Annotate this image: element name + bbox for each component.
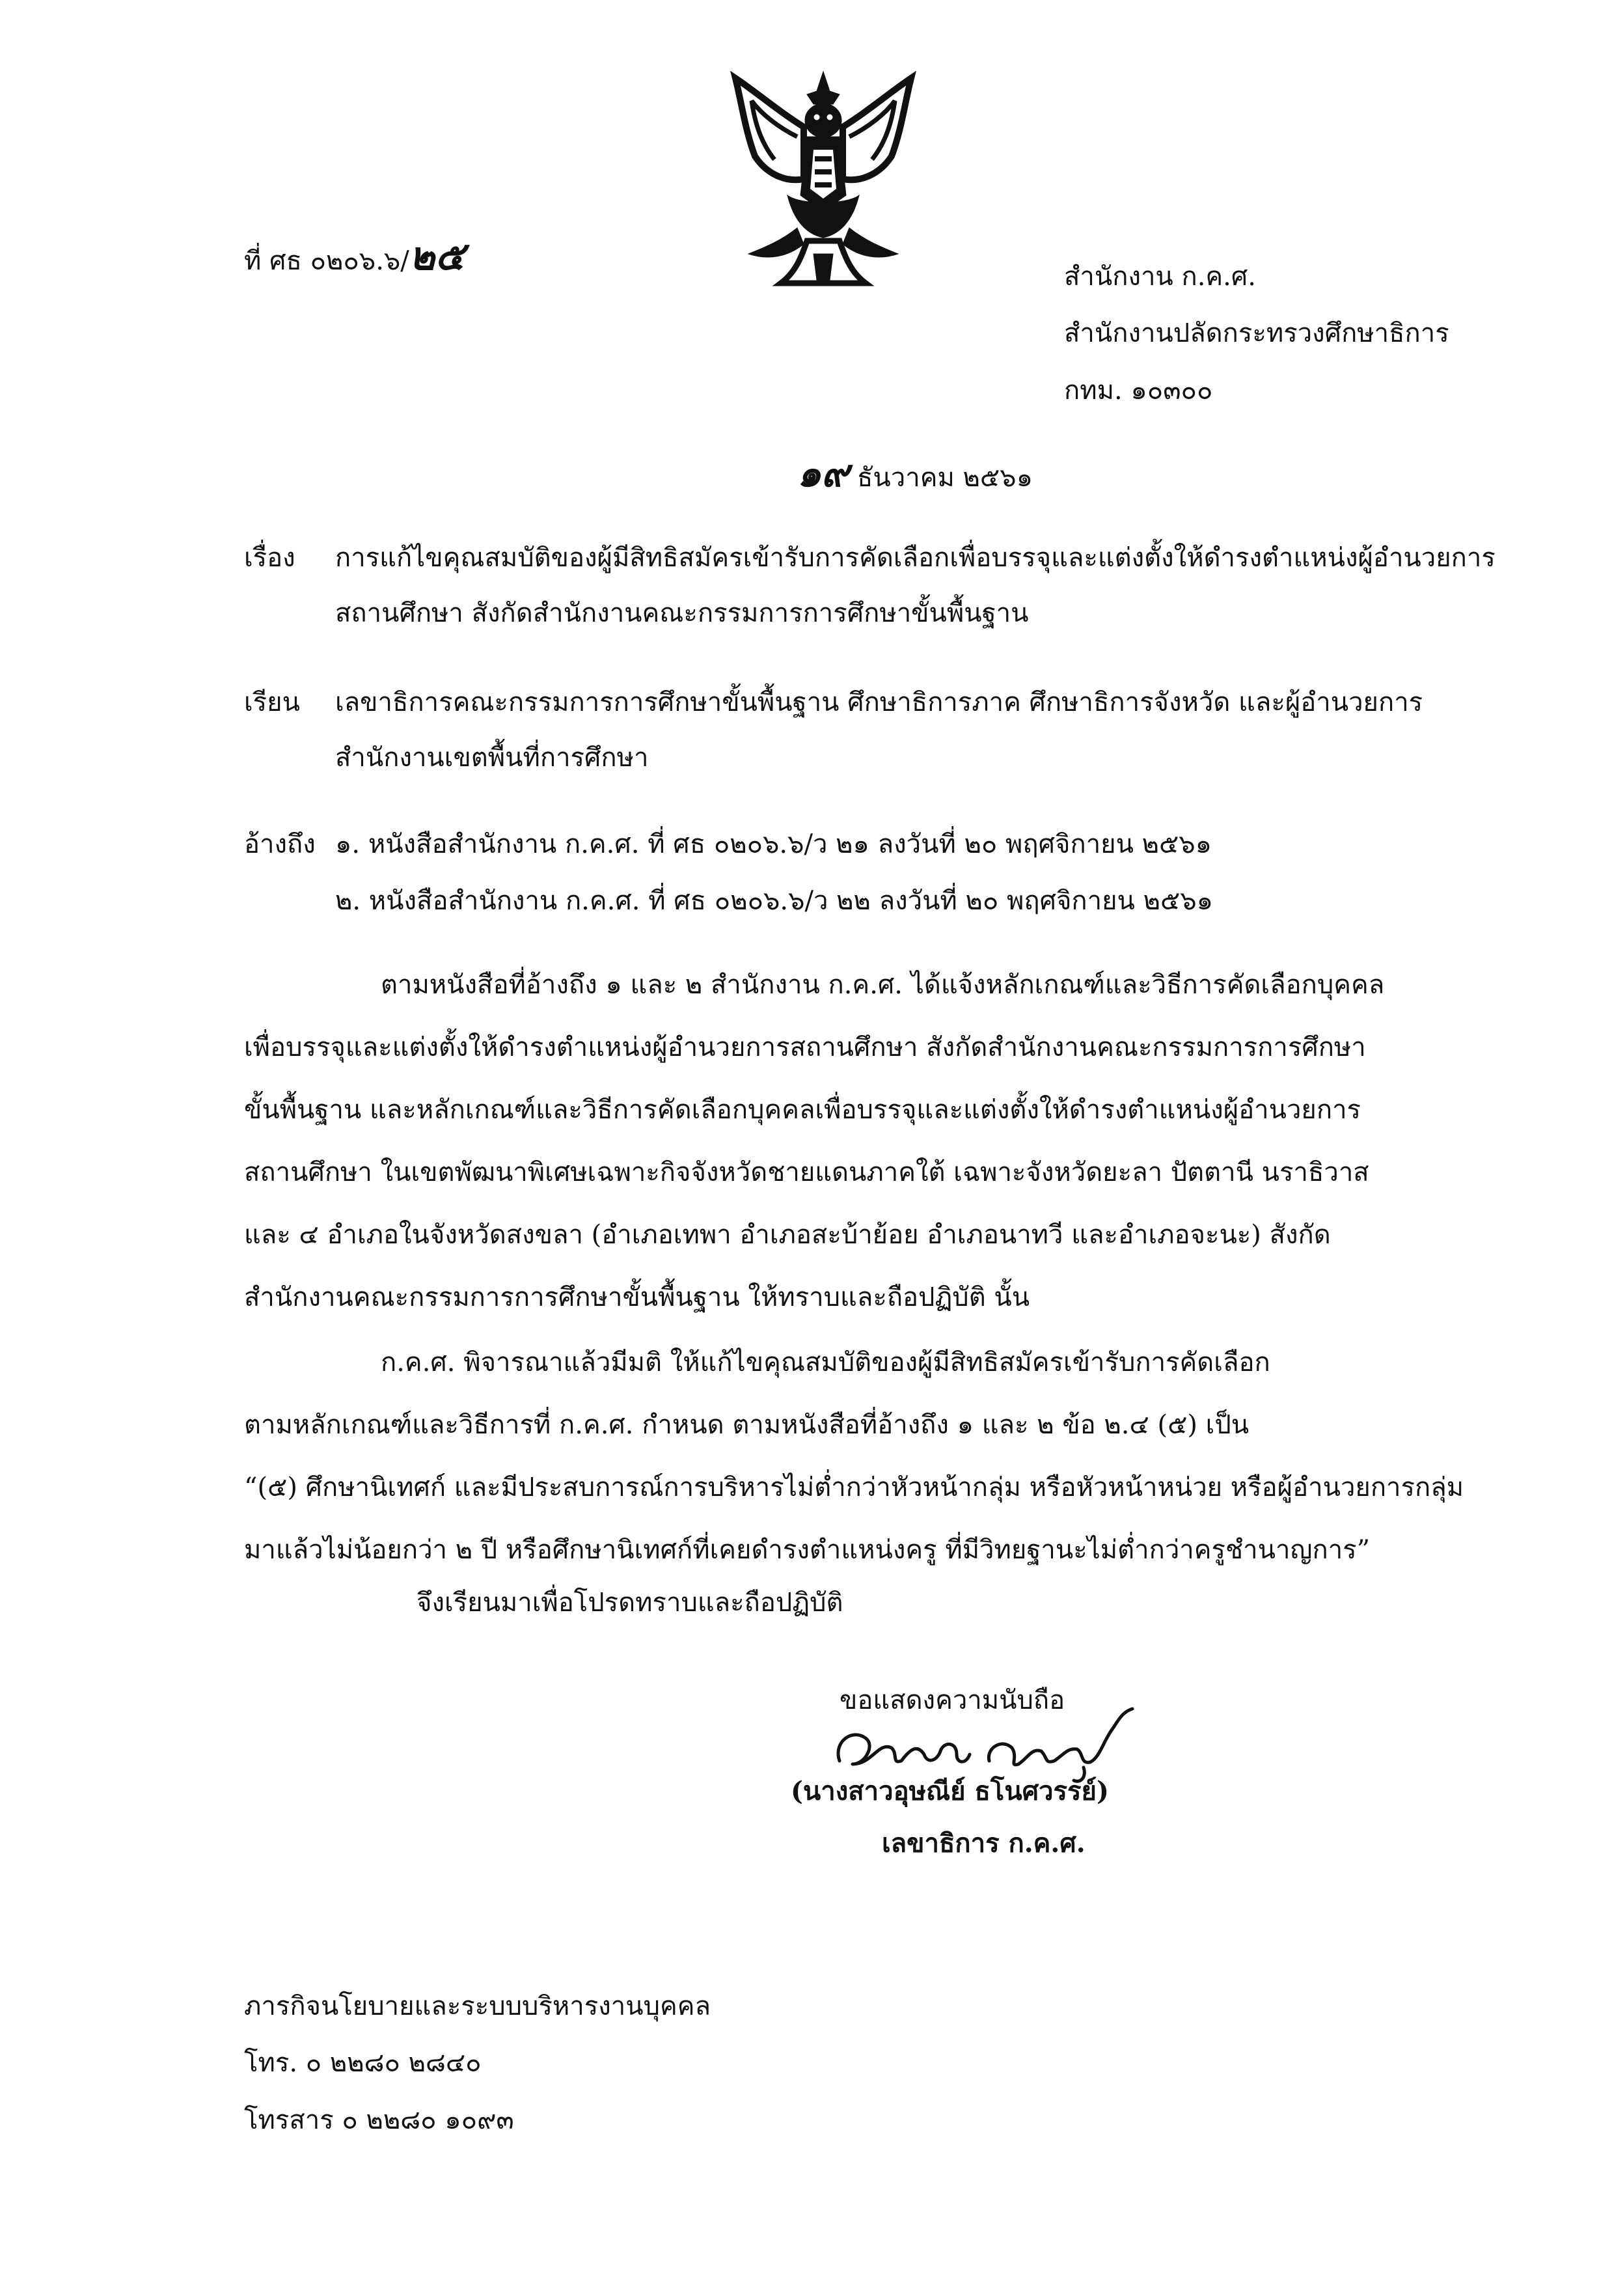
recipient-line-2: สำนักงานเขตพื้นที่การศึกษา (335, 743, 649, 773)
date-day-handwritten: ๑๙ (797, 451, 849, 495)
subject-label: เรื่อง (244, 543, 295, 573)
subject-line-2: สถานศึกษา สังกัดสำนักงานคณะกรรมการการศึกษาขั้นพื้นฐาน (335, 598, 1029, 628)
paragraph-2-line: ตามหลักเกณฑ์และวิธีการที่ ก.ค.ศ. กำหนด ตามหนังสือที่อ้างถึง ๑ และ ๒ ข้อ ๒.๔ (๕) เป็น (244, 1410, 1250, 1440)
footer-department: ภารกิจนโยบายและระบบบริหารงานบุคคล (244, 1991, 711, 2021)
footer-phone: โทร. ๐ ๒๒๘๐ ๒๘๔๐ (244, 2048, 482, 2078)
sender-postcode: กทม. ๑๐๓๐๐ (1064, 376, 1213, 406)
references-label: อ้างถึง (244, 829, 316, 859)
paragraph-1-line: สถานศึกษา ในเขตพัฒนาพิเศษเฉพาะกิจจังหวัดชายแดนภาคใต้ เฉพาะจังหวัดยะลา ปัตตานี นราธิวาส (244, 1157, 1369, 1187)
recipient-line-1: เลขาธิการคณะกรรมการการศึกษาขั้นพื้นฐาน ศึกษาธิการภาค ศึกษาธิการจังหวัด และผู้อำนวยการ (335, 687, 1423, 717)
garuda-emblem-icon (716, 65, 931, 286)
document-number-prefix: ที่ ศธ ๐๒๐๖.๖/ (244, 246, 409, 276)
document-date (797, 451, 1033, 495)
sender-ministry: สำนักงานปลัดกระทรวงศึกษาธิการ (1064, 318, 1449, 348)
paragraph-2-line: “(๕) ศึกษานิเทศก์ และมีประสบการณ์การบริหารไม่ต่ำกว่าหัวหน้ากลุ่ม หรือหัวหน้าหน่วย หรือผู้อำนวยการกลุ่ม (244, 1473, 1464, 1502)
document-number (244, 234, 465, 279)
signatory-name: (นางสาวอุษณีย์ ธโนศวรรย์) (791, 1776, 1109, 1806)
paragraph-2-line: มาแล้วไม่น้อยกว่า ๒ ปี หรือศึกษานิเทศก์ที่เคยดำรงตำแหน่งครู ที่มีวิทยฐานะไม่ต่ำกว่าครูชำนาญการ” (244, 1535, 1371, 1565)
closing-request: จึงเรียนมาเพื่อโปรดทราบและถือปฏิบัติ (417, 1588, 843, 1618)
paragraph-1-line: เพื่อบรรจุและแต่งตั้งให้ดำรงตำแหน่งผู้อำนวยการสถานศึกษา สังกัดสำนักงานคณะกรรมการการศึกษา (244, 1032, 1366, 1062)
document-number-handwritten: ๒๕ (409, 234, 465, 279)
salutation: ขอแสดงความนับถือ (840, 1685, 1065, 1715)
paragraph-1-line: และ ๔ อำเภอในจังหวัดสงขลา (อำเภอเทพา อำเภอสะบ้าย้อย อำเภอนาทวี และอำเภอจะนะ) สังกัด (244, 1220, 1331, 1250)
subject-line-1: การแก้ไขคุณสมบัติของผู้มีสิทธิสมัครเข้ารับการคัดเลือกเพื่อบรรจุและแต่งตั้งให้ดำรงตำแหน่งผู้อำนวยการ (335, 543, 1496, 573)
footer-fax: โทรสาร ๐ ๒๒๘๐ ๑๐๙๓ (244, 2105, 514, 2135)
date-month-year: ธันวาคม ๒๕๖๑ (857, 463, 1033, 493)
signatory-title: เลขาธิการ ก.ค.ศ. (882, 1828, 1086, 1859)
reference-item-2: ๒. หนังสือสำนักงาน ก.ค.ศ. ที่ ศธ ๐๒๐๖.๖/ว ๒๒ ลงวันที่ ๒๐ พฤศจิกายน ๒๕๖๑ (335, 886, 1214, 916)
sender-office: สำนักงาน ก.ค.ศ. (1064, 262, 1256, 292)
recipient-label: เรียน (244, 687, 300, 717)
paragraph-1-line: ตามหนังสือที่อ้างถึง ๑ และ ๒ สำนักงาน ก.ค.ศ. ได้แจ้งหลักเกณฑ์และวิธีการคัดเลือกบุคคล (381, 970, 1385, 1000)
paragraph-1-line: สำนักงานคณะกรรมการการศึกษาขั้นพื้นฐาน ให้ทราบและถือปฏิบัติ นั้น (244, 1282, 1030, 1312)
paragraph-1-line: ขั้นพื้นฐาน และหลักเกณฑ์และวิธีการคัดเลือกบุคคลเพื่อบรรจุและแต่งตั้งให้ดำรงตำแหน่งผู้อำนวยการ (244, 1095, 1361, 1125)
paragraph-2-line: ก.ค.ศ. พิจารณาแล้วมีมติ ให้แก้ไขคุณสมบัติของผู้มีสิทธิสมัครเข้ารับการคัดเลือก (381, 1348, 1270, 1377)
reference-item-1: ๑. หนังสือสำนักงาน ก.ค.ศ. ที่ ศธ ๐๒๐๖.๖/ว ๒๑ ลงวันที่ ๒๐ พฤศจิกายน ๒๕๖๑ (335, 829, 1212, 859)
